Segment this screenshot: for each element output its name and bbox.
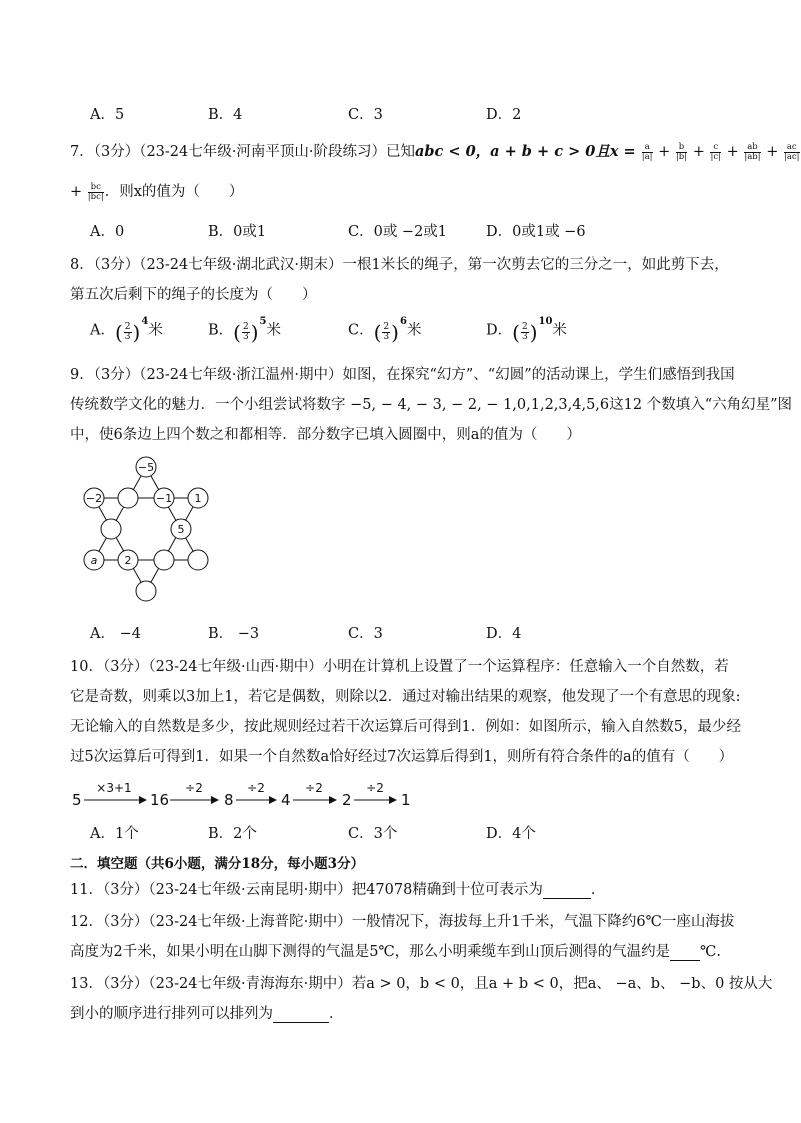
q6-option-b: B．4 bbox=[208, 107, 243, 123]
circle-bottom bbox=[136, 581, 156, 601]
q10-option-c: C．3个 bbox=[348, 826, 398, 842]
q8-stem-line1: 8．（3分）（23-24七年级·湖北武汉·期末）一根1米长的绳子，第一次剪去它的三分之一，如此剪下去， bbox=[70, 257, 729, 273]
q7-option-d: D．0或1或 −6 bbox=[486, 224, 586, 240]
q8-stem-line2: 第五次后剩下的绳子的长度为（ ） bbox=[70, 287, 317, 303]
q9-option-b: B． −3 bbox=[208, 626, 260, 642]
q7-stem-line2: + $\frac{bc}{|bc|}$ ．则x的值为（ ） bbox=[70, 181, 244, 202]
q7-option-b: B．0或1 bbox=[208, 224, 267, 240]
circle-upper-mid-left bbox=[118, 488, 138, 508]
chain-op-5: ÷2 bbox=[366, 781, 384, 795]
q6-option-c: C．3 bbox=[348, 107, 383, 123]
chain-op-2: ÷2 bbox=[185, 781, 203, 795]
q8-option-c: C．( $\frac{2}{3}$ )$^6$米 bbox=[348, 316, 422, 345]
circle-mid-left bbox=[101, 519, 121, 539]
q6-option-d: D．2 bbox=[486, 107, 522, 123]
q7-frac-a: $\frac{a}{|a|}$ bbox=[641, 141, 653, 162]
q10-option-d: D．4个 bbox=[486, 826, 536, 842]
chain-num-16: 16 bbox=[150, 791, 170, 809]
six-pointed-star-diagram bbox=[70, 450, 230, 610]
q8-option-d: D．( $\frac{2}{3}$ )$^{10}$米 bbox=[486, 316, 567, 345]
chain-num-2: 2 bbox=[342, 791, 352, 809]
q9-option-c: C．3 bbox=[348, 626, 383, 642]
q11-stem: 11．（3分）（23-24七年级·云南昆明·期中）把47078精确到十位可表示为 ． bbox=[70, 882, 606, 898]
circle-lower-right bbox=[188, 550, 208, 570]
q7-stem-line1: 7．（3分）（23-24七年级·河南平顶山·阶段练习）已知abc < 0，a + b + c > 0且x = $\frac{a}{|a|}$ + $\frac{b}{|b|}$ + $\frac{c}{|c|}$ + $\frac{ab}{|ab|}$ + $\frac{ac}{|ac|}$ bbox=[70, 141, 800, 162]
q13-stem-line1: 13．（3分）（23-24七年级·青海海东·期中）若a > 0，b < 0，且a + b < 0，把a、 −a、b、 −b、0 按从大 bbox=[70, 976, 773, 992]
q7-frac-c: $\frac{c}{|c|}$ bbox=[710, 141, 721, 162]
chain-num-5: 5 bbox=[72, 791, 82, 809]
operation-chain-diagram bbox=[68, 776, 428, 812]
circle-lower-mid-right bbox=[154, 550, 174, 570]
q8-option-b: B．( $\frac{2}{3}$ )$^5$米 bbox=[208, 316, 281, 345]
q11-answer-blank[interactable] bbox=[543, 882, 591, 899]
label-mid-right: 5 bbox=[177, 523, 185, 536]
q10-stem-line2: 它是奇数，则乘以3加上1，若它是偶数，则除以2．通过对输出结果的观察，他发现了一个有意思的现象: bbox=[70, 689, 741, 705]
label-lower-mid: 2 bbox=[124, 554, 132, 567]
chain-num-4: 4 bbox=[281, 791, 291, 809]
section-title-fill-in: 二．填空题（共6小题，满分18分，每小题3分） bbox=[70, 856, 365, 872]
q13-stem-line2: 到小的顺序进行排列可以排列为 ． bbox=[70, 1006, 344, 1022]
q7-frac-bc: $\frac{bc}{|bc|}$ bbox=[87, 181, 104, 202]
q13-answer-blank[interactable] bbox=[273, 1006, 329, 1023]
q7-frac-b: $\frac{b}{|b|}$ bbox=[675, 141, 688, 162]
q12-answer-blank[interactable] bbox=[670, 944, 700, 961]
q7-option-c: C．0或 −2或1 bbox=[348, 224, 448, 240]
q7-frac-ab: $\frac{ab}{|ab|}$ bbox=[744, 141, 761, 162]
q7-option-a: A．0 bbox=[90, 224, 125, 240]
label-upper-mid: −1 bbox=[155, 492, 173, 505]
q6-option-a: A．5 bbox=[90, 107, 125, 123]
q10-option-b: B．2个 bbox=[208, 826, 257, 842]
q12-stem-line2: 高度为2千米，如果小明在山脚下测得的气温是5℃，那么小明乘缆车到山顶后测得的气温约是 ℃. bbox=[70, 944, 722, 960]
q10-option-a: A．1个 bbox=[90, 826, 139, 842]
chain-op-1: ×3+1 bbox=[96, 781, 132, 795]
q12-stem-line1: 12．（3分）（23-24七年级·上海普陀·期中）一般情况下，海拔每上升1千米，气温下降约6℃一座山海拔 bbox=[70, 914, 735, 930]
q7-frac-ac: $\frac{ac}{|ac|}$ bbox=[783, 141, 800, 162]
label-top: −5 bbox=[137, 461, 155, 474]
q9-stem-line3: 中，使6条边上四个数之和都相等．部分数字已填入圆圈中，则a的值为（ ） bbox=[70, 427, 581, 443]
label-lower-left: a bbox=[90, 554, 98, 567]
q10-stem-line4: 过5次运算后可得到1．如果一个自然数a恰好经过7次运算后得到1，则所有符合条件的a的值有（ ） bbox=[70, 749, 734, 765]
q9-option-a: A． −4 bbox=[90, 626, 141, 642]
q10-stem-line1: 10．（3分）（23-24七年级·山西·期中）小明在计算机上设置了一个运算程序：任意输入一个自然数，若 bbox=[70, 659, 729, 675]
chain-op-4: ÷2 bbox=[305, 781, 323, 795]
chain-op-3: ÷2 bbox=[247, 781, 265, 795]
q7-prefix: 7．（3分）（23-24七年级·河南平顶山·阶段练习）已知 bbox=[70, 144, 415, 160]
chain-num-8: 8 bbox=[224, 791, 234, 809]
q9-stem-line2: 传统数学文化的魅力．一个小组尝试将数字 −5, − 4, − 3, − 2, − 1,0,1,2,3,4,5,6这12 个数填入“六角幻星”图 bbox=[70, 397, 793, 413]
q10-stem-line3: 无论输入的自然数是多少，按此规则经过若干次运算后可得到1．例如：如图所示，输入自然数5，最少经 bbox=[70, 719, 741, 735]
q8-option-a: A．( $\frac{2}{3}$ )$^4$米 bbox=[90, 316, 163, 345]
q7-question: ．则x的值为（ ） bbox=[104, 184, 244, 200]
q7-condition: abc < 0，a + b + c > 0且x = bbox=[414, 143, 641, 160]
label-upper-right: 1 bbox=[194, 492, 202, 505]
q9-option-d: D．4 bbox=[486, 626, 522, 642]
chain-num-1: 1 bbox=[401, 791, 411, 809]
q9-stem-line1: 9．（3分）（23-24七年级·浙江温州·期中）如图，在探究“幻方”、“幻圆”的活动课上，学生们感悟到我国 bbox=[70, 367, 735, 383]
label-upper-left: −2 bbox=[85, 492, 103, 505]
